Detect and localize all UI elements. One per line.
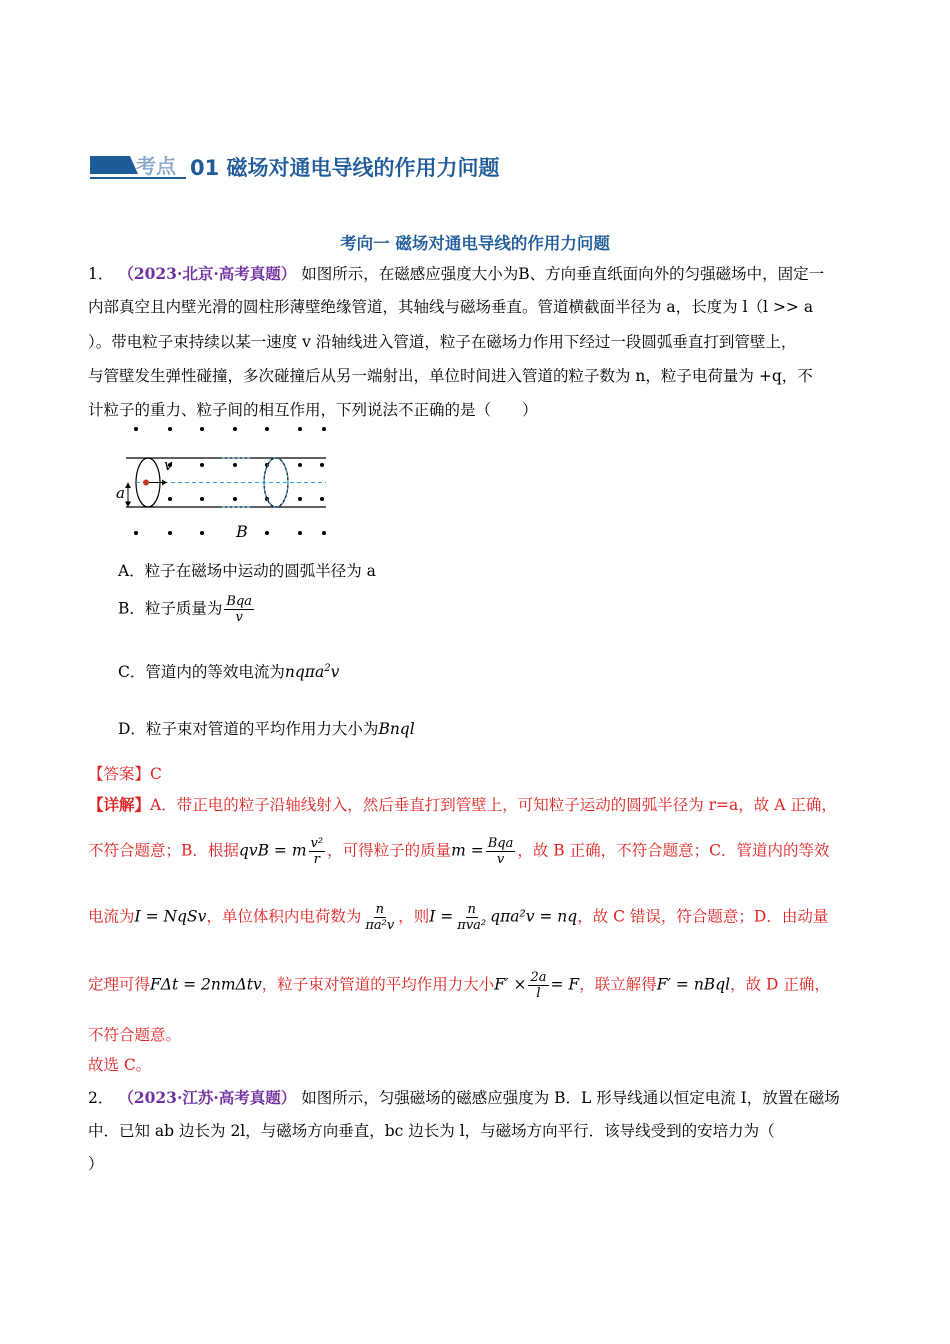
figure-label-a: a: [116, 484, 125, 502]
option-b-fraction: [224, 594, 254, 625]
detail-3-eq: I = NqSv: [134, 907, 207, 926]
detail-2-eq: qvB = m: [238, 841, 307, 860]
detail-2a: 不符合题意；B．根据: [88, 841, 239, 860]
q1-number: 1．: [88, 265, 114, 283]
q2-line-1: [88, 1086, 840, 1108]
q1-line-1: [88, 262, 824, 284]
detail-4-eq2: F′ ×: [494, 975, 527, 994]
detail-2-num: v²: [310, 836, 324, 851]
subheading: 考向一 磁场对通电导线的作用力问题: [340, 234, 610, 253]
option-c[interactable]: [118, 660, 339, 682]
detail-3-den2: πva²: [457, 918, 487, 933]
detail-4a: 定理可得: [88, 975, 151, 994]
detail-4-num: 2a: [530, 970, 547, 985]
option-d-label: D．粒子束对管道的平均作用力大小为: [118, 720, 379, 738]
detail-2c: ，故 B 正确，不符合题意；C．管道内的等效: [517, 841, 830, 860]
q1-line-2: 内部真空且内壁光滑的圆柱形薄壁绝缘管道，其轴线与磁场垂直。管道横截面半径为 a，长度为 l（l >> a: [88, 298, 814, 316]
detail-3b: ，单位体积内电荷数为: [206, 907, 362, 926]
figure-label-v: v: [164, 456, 173, 474]
detail-3c: ，则: [398, 907, 430, 926]
detail-4-eq4: F′ = nBql: [656, 975, 731, 994]
option-a[interactable]: A．粒子在磁场中运动的圆弧半径为 a: [118, 562, 376, 580]
detail-4d: ，故 D 正确，: [730, 975, 830, 994]
q1-line-4: 与管壁发生弹性碰撞，多次碰撞后从另一端射出，单位时间进入管道的粒子数为 n，粒子电荷量为 +q，不: [88, 367, 813, 385]
section-header: [88, 148, 548, 188]
q2-line-3: ）: [88, 1155, 104, 1173]
detail-2-den2: v: [496, 852, 505, 867]
section-title: 01 磁场对通电导线的作用力问题: [190, 156, 500, 180]
detail-4-frac: [528, 970, 548, 1001]
detail-2-num2: Bqa: [487, 836, 514, 851]
option-b-den: v: [235, 610, 243, 625]
detail-2-frac: [309, 836, 326, 867]
option-d-expr: Bnql: [378, 720, 415, 738]
detail-line-5: 不符合题意。: [88, 1026, 182, 1044]
option-b-label: B．粒子质量为: [118, 599, 223, 618]
detail-3a: 电流为: [88, 907, 135, 926]
detail-line-4: [88, 970, 830, 1001]
pipe-diagram: [112, 418, 342, 548]
detail-3-num: n: [375, 902, 384, 917]
detail-4c: ，联立解得: [579, 975, 657, 994]
detail-3-frac: [363, 902, 396, 933]
detail-4-eq3: = F: [550, 975, 580, 994]
option-d[interactable]: [118, 717, 415, 739]
detail-3d: ，故 C 错误，符合题意；D．由动量: [577, 907, 829, 926]
detail-line-2: [88, 836, 829, 867]
option-b-num: Bqa: [226, 594, 253, 609]
detail-3-den: πa²v: [365, 918, 395, 933]
detail-3-eq3: qπa²v = nq: [490, 907, 578, 926]
detail-4b: ，粒子束对管道的平均作用力大小: [261, 975, 495, 994]
figure-label-B: B: [236, 522, 248, 541]
detail-line-3: [88, 902, 828, 933]
q2-stem-1: 如图所示，匀强磁场的磁感应强度为 B．L 形导线通以恒定电流 I，放置在磁场: [301, 1089, 840, 1107]
option-c-exp: 2: [324, 662, 331, 674]
detail-label: 【详解】: [88, 795, 151, 814]
q2-line-2: 中．已知 ab 边长为 2l，与磁场方向垂直，bc 边长为 l，与磁场方向平行．该导线受到的安培力为（: [88, 1122, 775, 1140]
detail-2b: ，可得粒子的质量: [327, 841, 452, 860]
detail-line-1: [88, 793, 837, 815]
option-c-expr: nqπa: [284, 663, 325, 681]
q1-source: （2023·北京·高考真题）: [118, 264, 297, 283]
q1-figure: [112, 418, 342, 548]
detail-3-num2: n: [467, 902, 476, 917]
q1-stem-1: 如图所示，在磁感应强度大小为B、方向垂直纸面向外的匀强磁场中，固定一: [301, 265, 825, 283]
detail-3-eq2: I =: [429, 907, 454, 926]
detail-4-eq: FΔt = 2nmΔtv: [150, 975, 262, 994]
detail-conclusion: 故选 C。: [88, 1056, 152, 1074]
option-c-label: C．管道内的等效电流为: [118, 663, 285, 681]
detail-2-eq2: m =: [451, 841, 484, 860]
q2-source: （2023·江苏·高考真题）: [118, 1088, 297, 1107]
q2-number: 2．: [88, 1089, 114, 1107]
section-tag: 考点: [136, 154, 176, 178]
q1-line-3: ）。带电粒子束持续以某一速度 v 沿轴线进入管道，粒子在磁场力作用下经过一段圆弧垂直打到管壁上，: [88, 333, 797, 351]
detail-2-den: r: [313, 852, 320, 867]
option-b[interactable]: [118, 594, 256, 625]
detail-text-1: A．带正电的粒子沿轴线射入，然后垂直打到管壁上，可知粒子运动的圆弧半径为 r=a，故 A 正确，: [150, 796, 837, 814]
detail-4-den: l: [536, 986, 541, 1001]
q1-line-5: 计粒子的重力、粒子间的相互作用，下列说法不正确的是（ ）: [88, 401, 538, 419]
detail-2-frac2: [486, 836, 516, 867]
option-c-tail: v: [330, 663, 340, 681]
answer: 【答案】C: [88, 765, 162, 783]
detail-3-frac2: [455, 902, 488, 933]
